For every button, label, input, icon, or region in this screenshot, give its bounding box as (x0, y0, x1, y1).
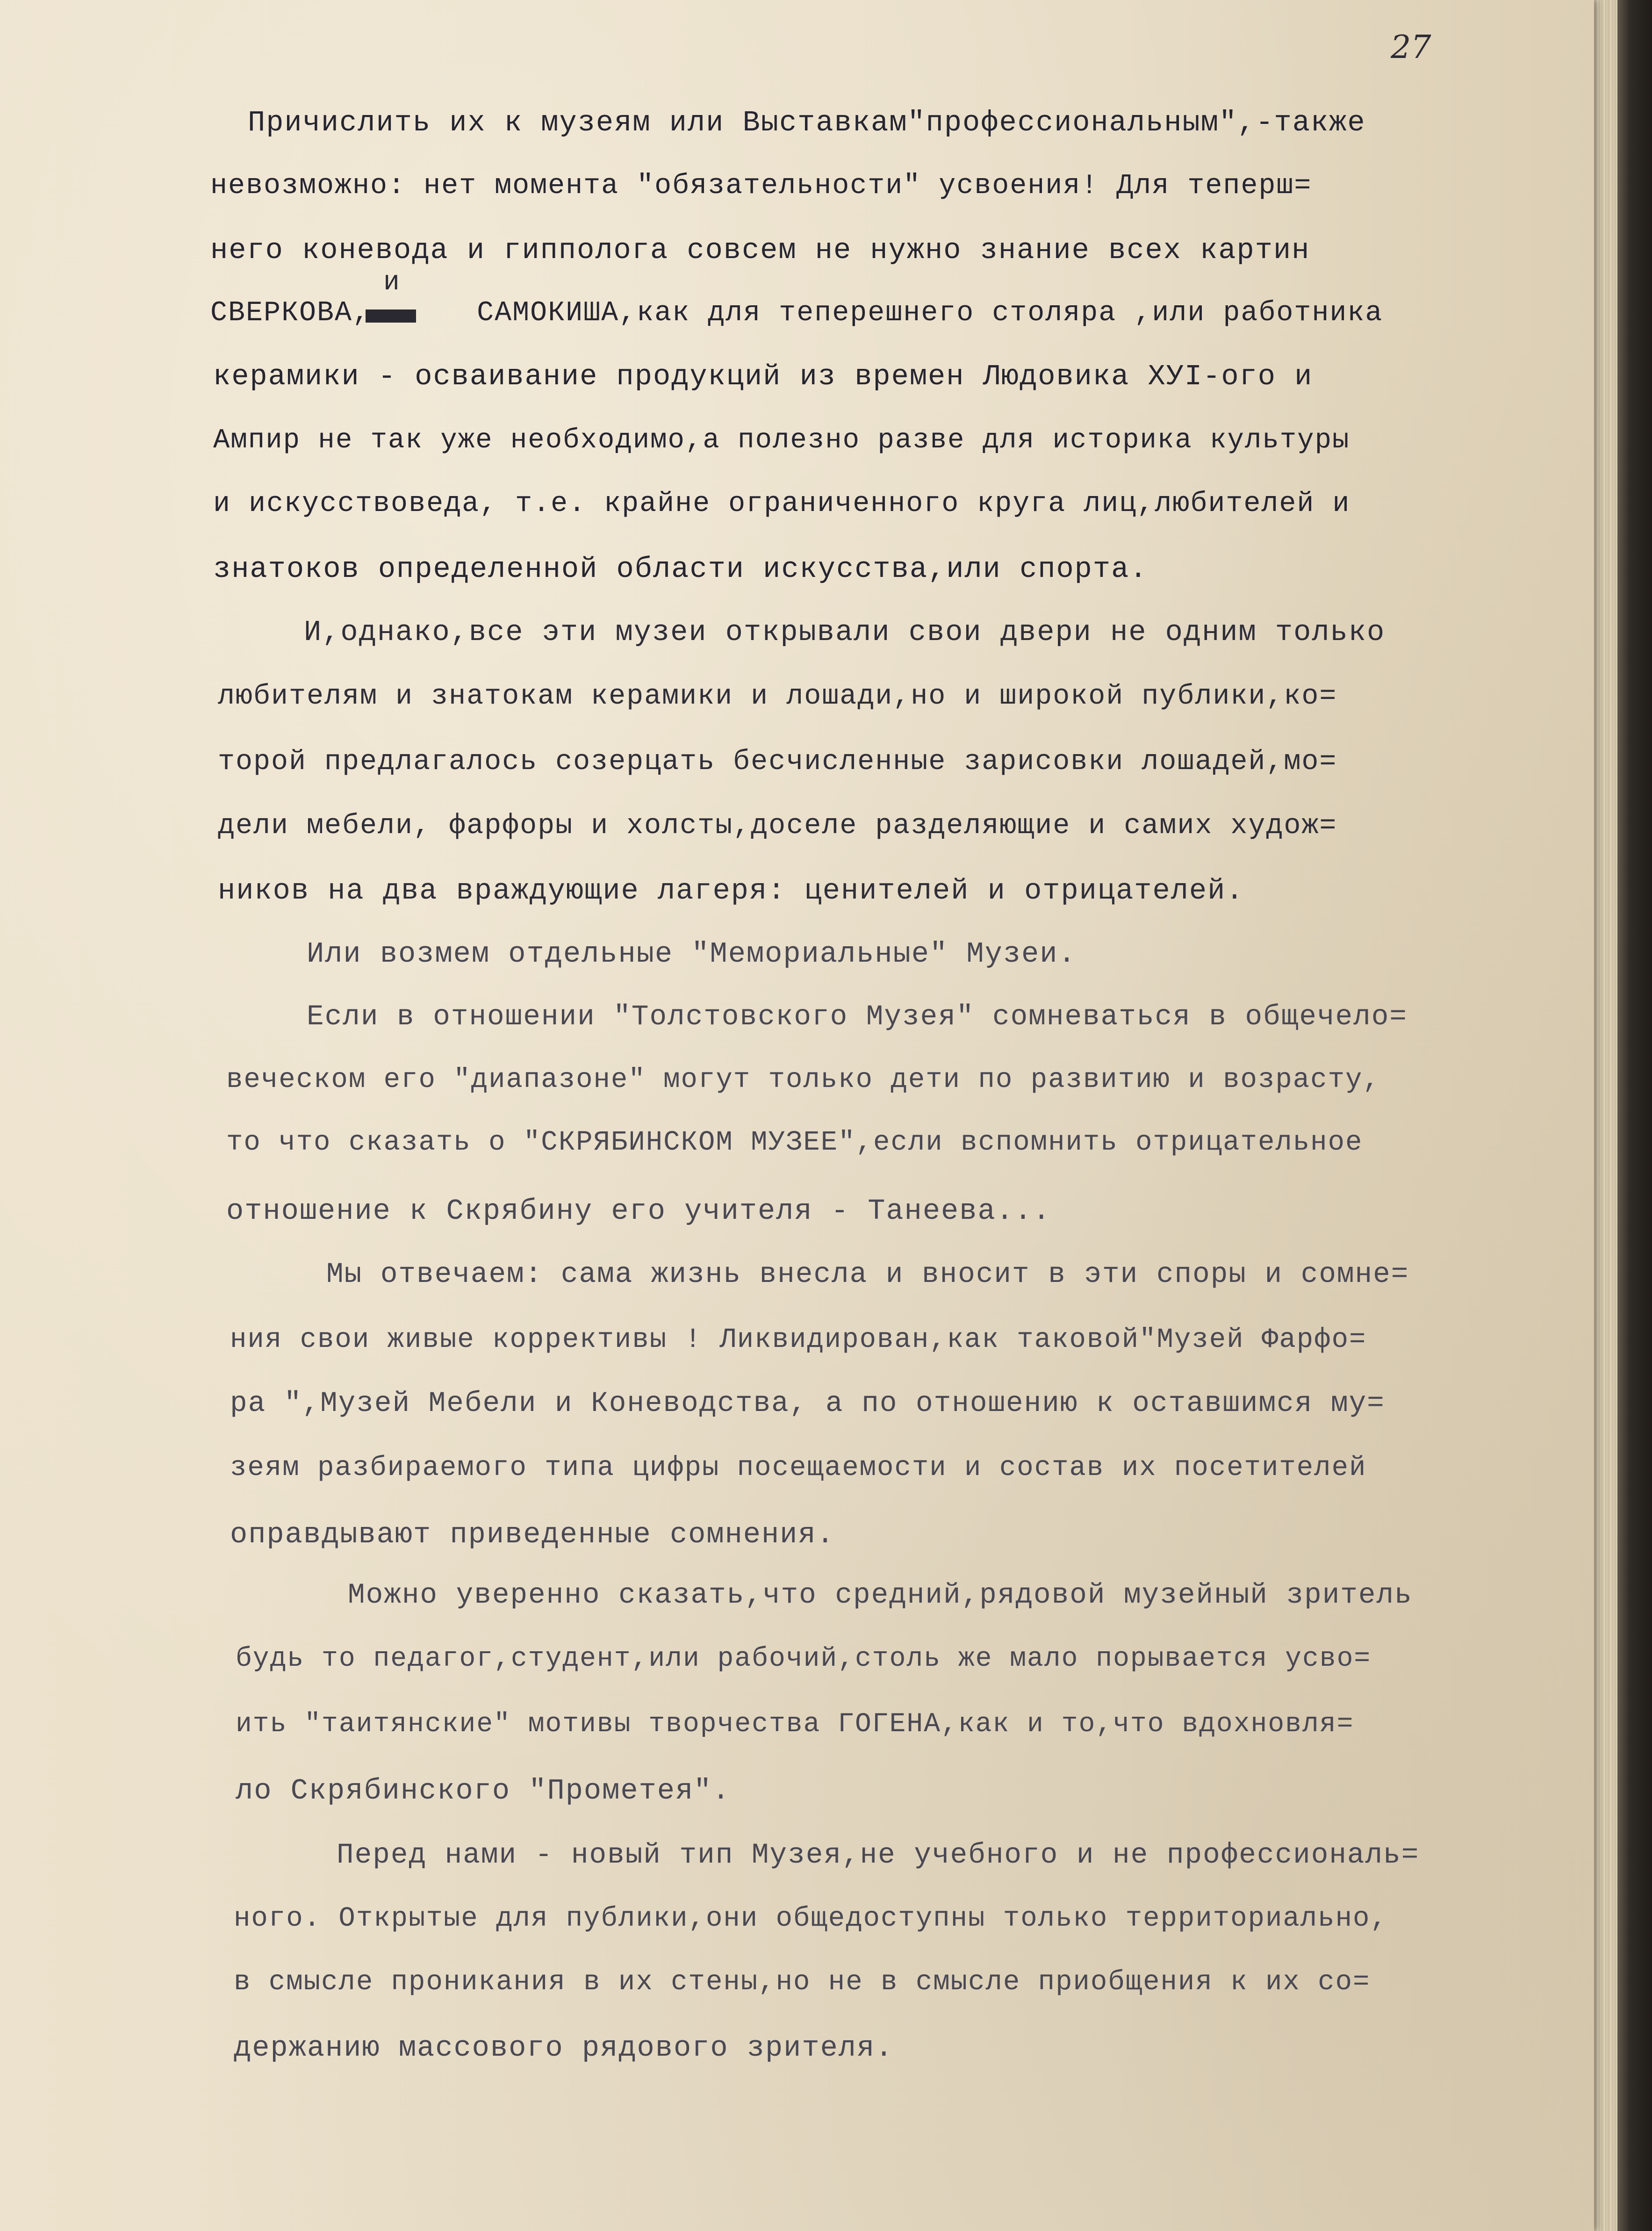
text-line-10: любителям и знатокам керамики и лошади,но и широкой публики,ко= (218, 681, 1337, 712)
text-line-15: Если в отношении "Толстовского Музея" сомневаться в общечело= (307, 1001, 1408, 1033)
text-line-27: ло Скрябинского "Прометея". (236, 1774, 731, 1807)
text-line-11: торой предлагалось созерцать бесчисленные зарисовки лошадей,мо= (218, 746, 1337, 778)
text-line-20: ния свои живые коррективы ! Ликвидирован,как таковой"Музей Фарфо= (230, 1324, 1367, 1355)
text-line-3: него коневода и гипполога совсем не нужно знание всех картин (210, 234, 1310, 267)
text-line-28: Перед нами - новый тип Музея,не учебного и не профессиональ= (337, 1839, 1420, 1871)
text-line-22: зеям разбираемого типа цифры посещаемости и состав их посетителей (230, 1452, 1367, 1483)
text-line-2: невозможно: нет момента "обязательности" усвоения! Для теперш= (210, 170, 1312, 202)
text-line-7: и искусствоведа, т.е. крайне ограниченного круга лиц,любителей и (213, 488, 1350, 520)
text-line-23: оправдывают приведенные сомнения. (230, 1518, 835, 1551)
text-line-24: Можно уверенно сказать,что средний,рядовой музейный зритель (348, 1579, 1413, 1612)
text-line-1: Причислить их к музеям или Выставкам"профессиональным",-также (248, 106, 1366, 139)
text-line-13: ников на два враждующие лагеря: ценителей и отрицателей. (218, 874, 1244, 907)
text-line-26: ить "таитянские" мотивы творчества ГОГЕНА,как и то,что вдохновля= (236, 1709, 1354, 1740)
text-line-14: Или возмем отдельные "Мемориальные" Музеи. (307, 937, 1077, 971)
text-line-21: ра ",Музей Мебели и Коневодства, а по отношению к оставшимся му= (230, 1388, 1385, 1420)
text-line-6: Ампир не так уже необходимо,а полезно разве для историка культуры (213, 425, 1350, 456)
text-line-16: веческом его "диапазоне" могут только дети по развитию и возрасту, (226, 1064, 1380, 1095)
text-line-30: в смысле проникания в их стены,но не в смысле приобщения к их со= (234, 1966, 1371, 1998)
text-line-8: знатоков определенной области искусства,или спорта. (213, 553, 1148, 586)
text-line-19: Мы отвечаем: сама жизнь внесла и вносит в эти споры и сомне= (326, 1259, 1409, 1291)
text-line-4: СВЕРКОВА, САМОКИША,как для теперешнего столяра ,или работника (210, 297, 1383, 329)
text-line-18: отношение к Скрябину его учителя - Танеева... (226, 1195, 1051, 1228)
text-line-29: ного. Открытые для публики,они общедоступны только территориально, (234, 1903, 1388, 1934)
text-line-9: И,однако,все эти музеи открывали свои двери не одним только (304, 616, 1386, 649)
text-line-5: керамики - осваивание продукций из времен Людовика ХУI-ого и (213, 360, 1313, 393)
text-line-12: дели мебели, фарфоры и холсты,доселе разделяющие и самих худож= (218, 810, 1337, 842)
text-line-25: будь то педагог,студент,или рабочий,столь же мало порывается усво= (236, 1644, 1372, 1674)
page-number: 27 (1391, 29, 1431, 66)
text-line-31: держанию массового рядового зрителя. (234, 2031, 894, 2065)
handwritten-correction: и (383, 267, 400, 298)
scanner-edge (1615, 0, 1652, 2231)
text-line-17: то что сказать о "СКРЯБИНСКОМ МУЗЕЕ",если вспомнить отрицательное (226, 1127, 1363, 1158)
